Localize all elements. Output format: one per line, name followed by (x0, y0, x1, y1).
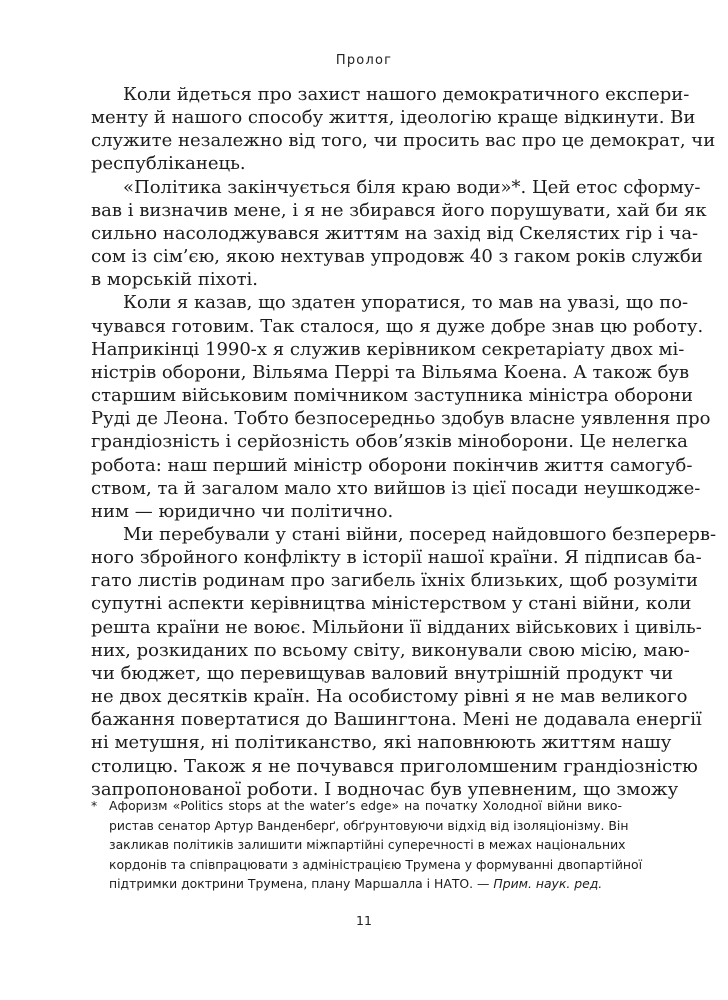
text-line: чи бюджет, що перевищував валовий внутрішній продукт чи (91, 662, 674, 684)
text-line: республіканець. (91, 153, 246, 175)
footnote-line: ристав сенатор Артур Ванденберґ, обґрунтовуючи відхід від ізоляціонізму. Він (109, 817, 629, 833)
text-line: служите незалежно від того, чи просить вас про це демократ, чи (91, 130, 716, 152)
editor-note: Прим. наук. ред. (493, 876, 603, 892)
paragraph (91, 523, 717, 801)
footnote-text: Афоризм «Politics stops at the water’s edge» на початку Холодної війни вико- (109, 798, 622, 813)
text-line: них, розкиданих по всьому світу, виконували свою місію, маю- (91, 639, 690, 661)
text-line: сом із сім’єю, якою нехтував упродовж 40 з гаком років служби (91, 246, 703, 268)
text-line: Ми перебували у стані війни, посеред найдовшого безперерв- (123, 523, 717, 545)
text-line: решта країни не воює. Мільйони її відданих військових і цивіль- (91, 616, 702, 638)
paragraph (91, 176, 707, 292)
text-line: Руді де Леона. Тобто безпосередньо здобув власне уявлення про (91, 408, 711, 430)
running-head: Пролог (335, 53, 393, 68)
text-line: старшим військовим помічником заступника міністра оборони (91, 385, 694, 407)
text-line: супутні аспекти керівництва міністерством у стані війни, коли (91, 593, 692, 615)
text-line: Коли йдеться про захист нашого демократичного експери- (123, 84, 690, 105)
text-line: Наприкінці 1990-х я служив керівником секретаріату двох мі- (91, 338, 685, 360)
footnote-line: закликав політиків залишити міжпартійні суперечності в межах національних (109, 837, 626, 853)
text-line: гато листів родинам про загибель їхніх близьких, щоб розуміти (91, 570, 699, 592)
text-line: ністрів оборони, Вільяма Перрі та Вільяма Коена. А також був (91, 361, 690, 383)
text-line: чувався готовим. Так сталося, що я дуже добре знав цю роботу. (91, 315, 704, 337)
text-line: менту й нашого способу життя, ідеологію краще відкинути. Ви (91, 107, 696, 129)
footnote-text: підтримки доктрини Трумена, плану Маршалла і НАТО. — (109, 876, 490, 892)
text-line: ного збройного конфлікту в історії нашої країни. Я підписав ба- (91, 547, 702, 569)
text-line: столицю. Також я не почувався приголомшеним грандіозністю (91, 755, 698, 777)
text-line: ним — юридично чи політично. (91, 500, 394, 522)
text-line: грандіозність і серйозність обов’язків міноборони. Це нелегка (91, 431, 688, 453)
text-line: вав і визначив мене, і я не збирався його порушувати, хай би як (91, 199, 707, 221)
paragraph (91, 291, 711, 523)
footnote-marker: * (91, 798, 98, 813)
text-line: бажання повертатися до Вашингтона. Мені не додавала енергії (91, 709, 702, 731)
footnote-line (91, 874, 622, 894)
text-line: «Політика закінчується біля краю води»*. Цей етос сформу- (123, 176, 701, 198)
main-text (91, 83, 717, 801)
text-line: в морській піхоті. (91, 269, 259, 291)
page-number: 11 (356, 913, 372, 928)
footnote-line (91, 796, 622, 816)
text-line: запропонованої роботи. І водночас був упевненим, що зможу (91, 778, 679, 800)
text-line: ні метушня, ні політиканство, які наповнюють життям нашу (91, 732, 672, 754)
text-line: ством, та й загалом мало хто вийшов із цієї посади неушкодже- (91, 477, 701, 499)
text-line: Коли я казав, що здатен упоратися, то мав на увазі, що по- (123, 292, 689, 314)
text-line: робота: наш перший міністр оборони покінчив життя самогуб- (91, 454, 693, 476)
paragraph (91, 83, 716, 176)
text-line: сильно насолоджувався життям на захід від Скелястих гір і ча- (91, 222, 699, 244)
footnote (91, 796, 643, 894)
text-line: не двох десятків країн. На особистому рівні я не мав великого (91, 686, 688, 708)
footnote-line: кордонів та співпрацювати з адміністрацією Трумена у формуванні двопартійної (109, 856, 643, 872)
